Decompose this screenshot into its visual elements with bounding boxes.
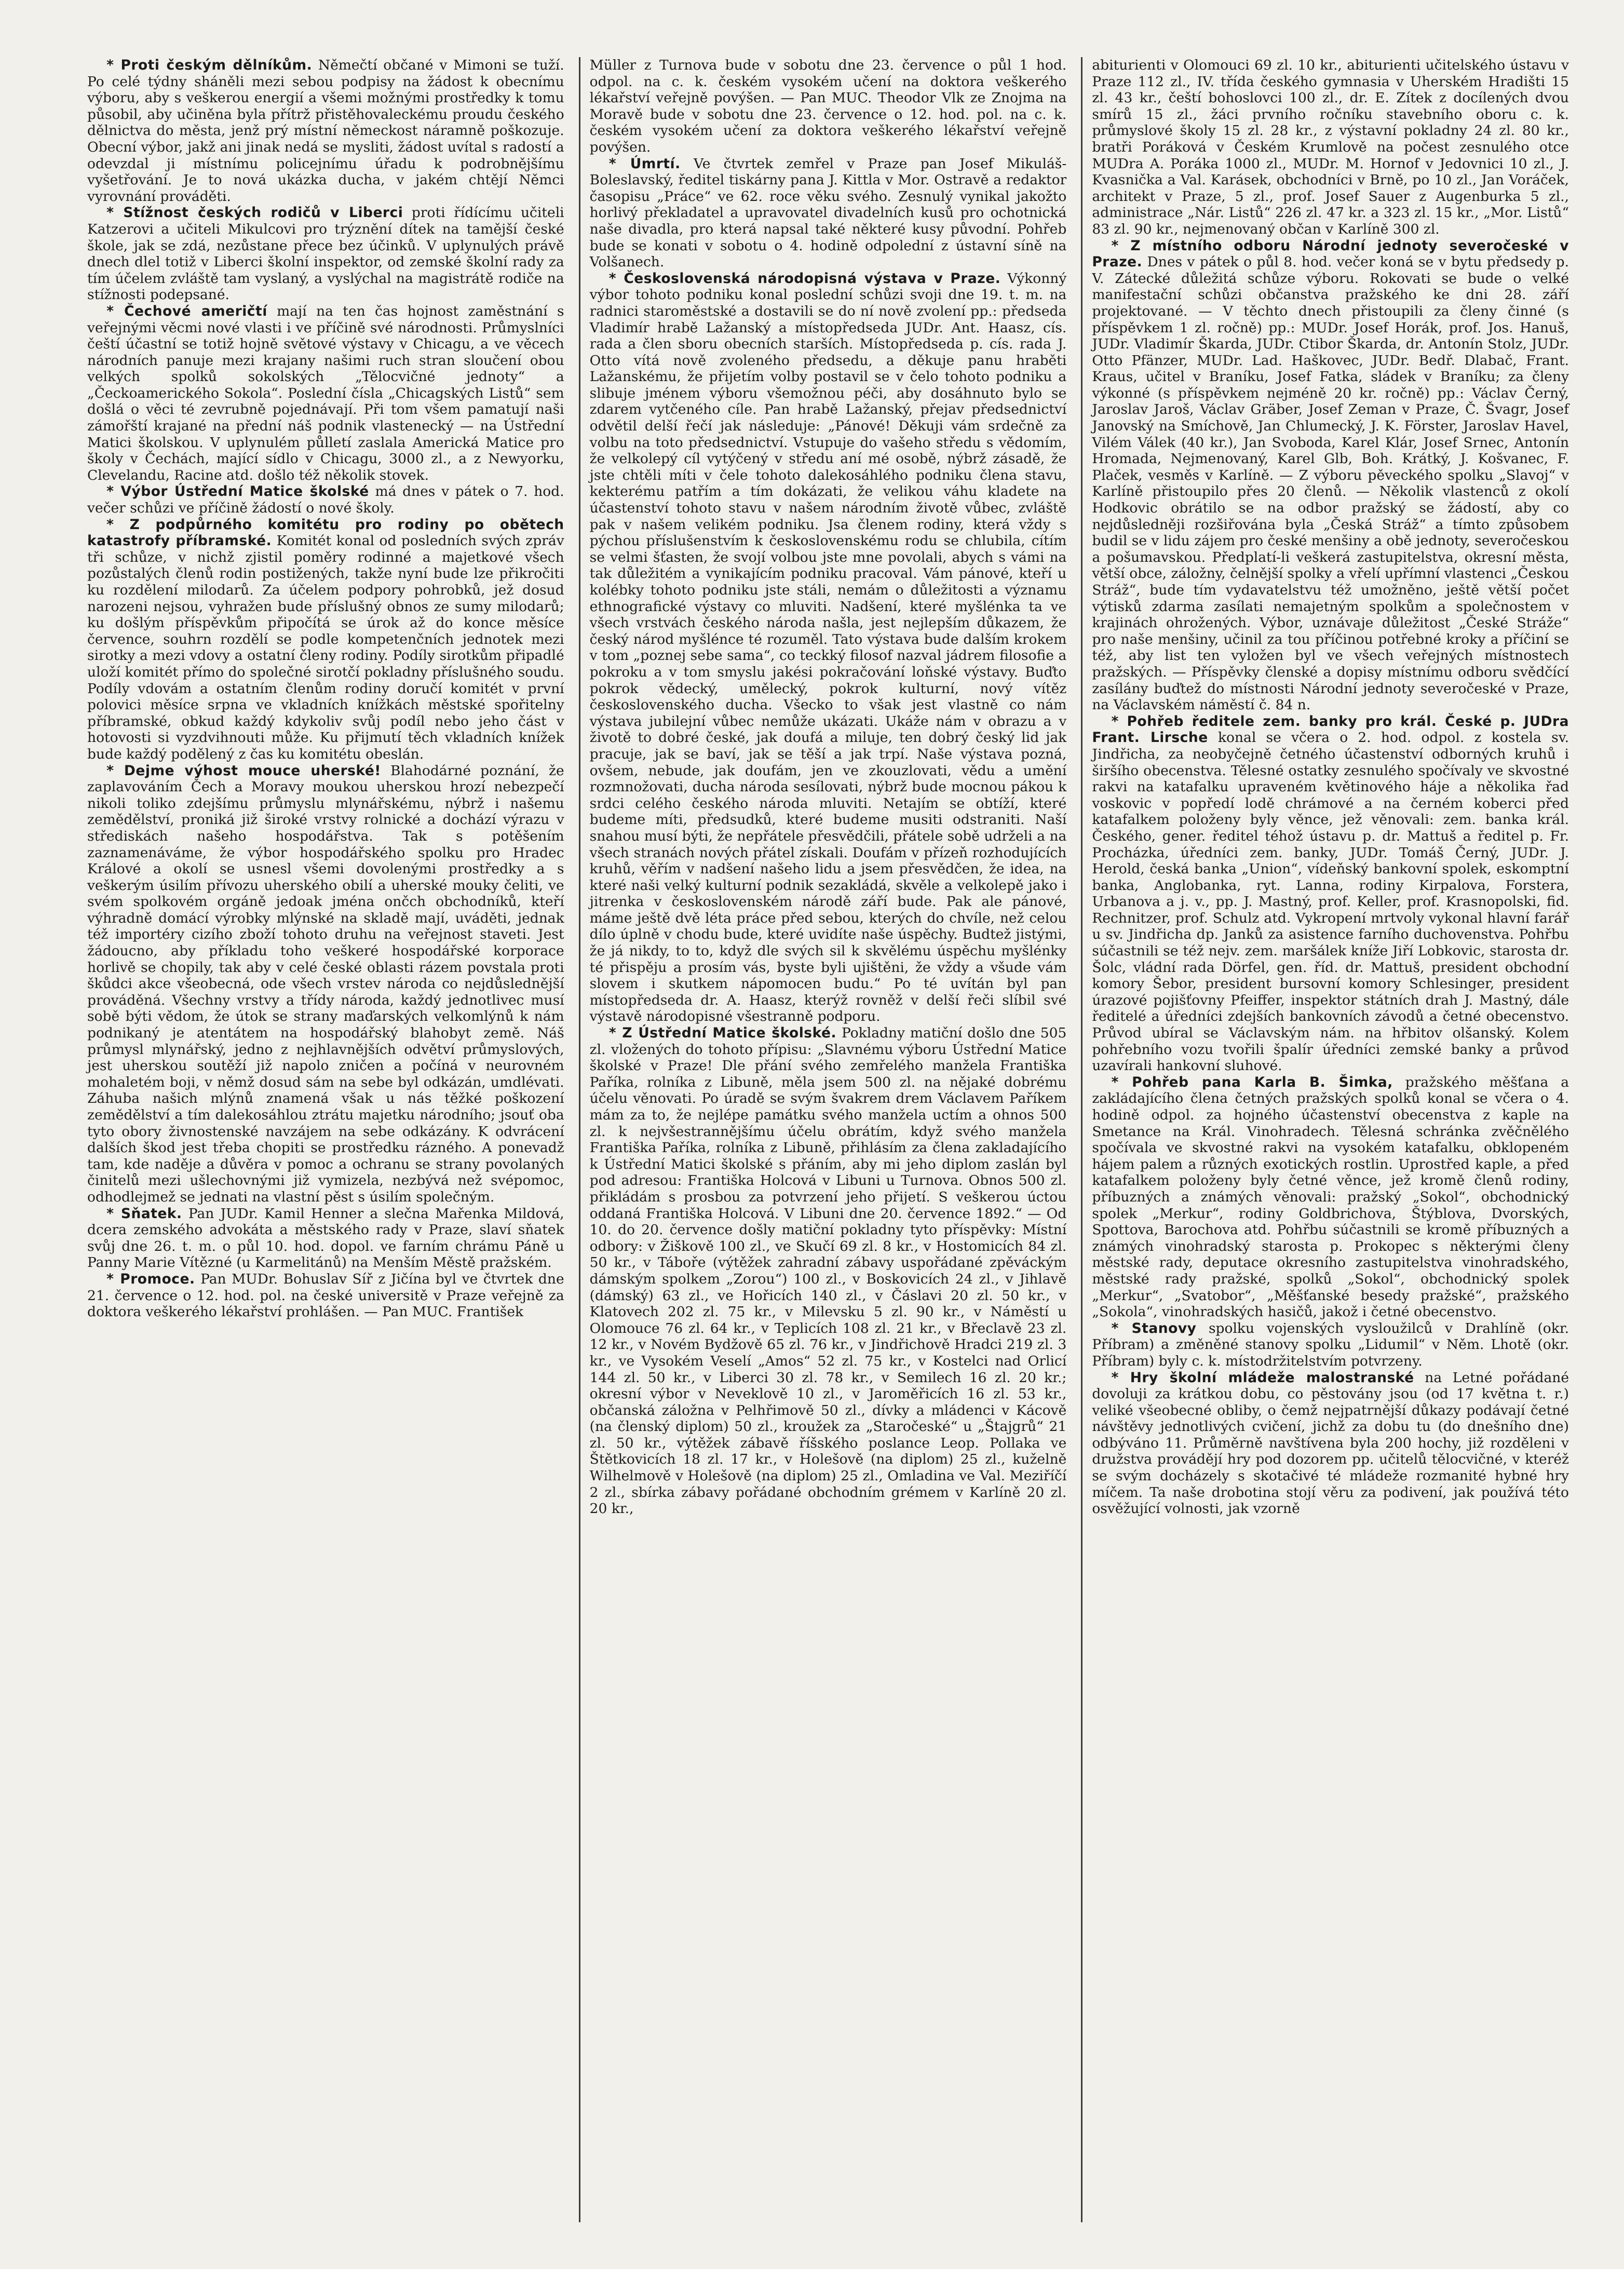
article-text: Blahodárné poznání, že zaplavováním Čech a Moravy moukou uherskou hrozí nebezpečí nikoli toliko zdejšímu průmyslu mlynářskému, nýbrž i našemu zemědělství, proniká již široké vrstvy rolnické a dochází výrazu v střediskách našeho hospodářstva. Tak s potěšením zaznamenáváme, že výbor hospodářského spolku pro Hradec Králové a okolí se usnesl všemi dovolenými prostředky a s veškerým úsilím přívozu uherského obilí a uherské mouky čeliti, ve svém spolkovém orgáně jedoak jména ončch obchodníků, kteří výhradně domácí výrobky mlýnské na skladě mají, uváděti, jednak též importéry cizího zboží tohoto druhu na veřejnost staveti. Jest žádoucno, aby příkladu toho veškeré hospodářské korporace horlivě se chopily, tak aby v celé české oblasti rázem povstala proti škůdci akce všeobecná, ode všech vrstev národa co nejdůslednější prováděná. Všechny vrstvy a třídy národa, každý jednotlivec musí sobě býti vědom, že útok se strany maďarských velkomlýnů k nám podnikaný je atentátem na hospodářský blahobyt země. Náš průmysl mlynářský, jedno z nejhlavnějších odvětví průmyslových, jest uherskou soutěží již napolo zničen a počíná v neurovném mohaletém boji, v němž dosud sám na sebe byl odkázán, umdlévati. Záhuba našich mlýnů znamená však u nás těžké poškození zemědělství a tím dalekosáhlou ztrátu majetku národního; jsouť oba tyto obory živnostenské navzájem na sebe odkázány. K odvrácení dalších škod jest třeba chopiti se prostředku rázného. A ponevadž tam, kde naděje a důvěra v pomoc a ochranu se strany povolaných činitelů mezi ušlechovnými již vymizela, nezbývá než svépomoc, odhodlejmež se jednati na vlastní pěst s úsilím společným. [87,762,564,1205]
article [87,1206,564,1271]
column-right [1081,57,1578,2222]
column-middle [579,57,1076,2222]
article-text: konal se včera o 2. hod. odpol. z kostela sv. Jindřicha, za neobyčejně četného účastenství odborných kruhů i širšího obecenstva. Tělesné ostatky zesnulého spočívaly ve skvostné rakvi na katafalku upraveném květinového háje a několika řad voskovic v popředí lodě chrámové a na černém koberci před katafalkem položeny byly věnce, jež věnovali: zem. banka král. Českého, gener. ředitel téhož ústavu p. dr. Mattuš a ředitel p. Fr. Procházka, úředníci zem. banky, JUDr. Tomáš Černý, JUDr. J. Herold, česká banka „Union“, vídeňský bankovní spolek, eskomptní banka, Anglobanka, ryt. Lanna, rodiny Kirpalova, Forstera, Urbanova a j. v., pp. J. Mastný, prof. Keller, prof. Krasnopolski, fid. Rechnitzer, prof. Schulz atd. Vykropení mrtvoly vykonal hlavní farář u sv. Jindřicha dp. Janků za asistence farního duchovenstva. Pohřbu súčastnili se též nejv. zem. maršálek kníže Jiří Lobkovic, starosta dr. Šolc, vládní rada Dörfel, gen. říd. dr. Mattuš, president obchodní komory Šebor, president bursovní komory Schlesinger, president úrazové pojišťovny Pfeiffer, inspektor státních drah J. Mastný, dále ředitelé a úředníci zdejších bankovních závodů a četné obecenstvo. Průvod ubíral se Václavským nám. na hřbitov olšanský. Kolem pohřebního vozu tvořili špalír úředníci zemské banky a průvod uzavírali hankovní sluhové. [1092,730,1569,1074]
article-heading: * Pohřeb pana Karla B. Šimka, [1111,1074,1393,1090]
article [87,205,564,303]
article-heading: * Z místního odboru Národní jednoty severočeské v Praze. [1092,237,1569,271]
article [87,517,564,763]
article-heading: * Stížnost českých rodičů v Liberci [106,205,403,221]
article-text: proti řídícímu učiteli Katzerovi a učiteli Mikulcovi pro trýznění dítek na tamější české škole, jak se zdá, nezůstane přece bez účinků. V uplynulých právě dnech dlel totiž v Liberci školní inspektor, od zemské školní rady za tím účelem zvláště tam vyslaný, a vyslýchal na magistrátě rodiče na stížnosti podepsané. [87,205,564,303]
article-heading: * Čechové američtí [106,303,267,319]
article-text: Ve čtvrtek zemřel v Praze pan Josef Mikuláš-Boleslavský, ředitel tiskárny pana J. Kittla v Mor. Ostravě a redaktor časopisu „Práce“ ve 62. roce věku svého. Zesnulý vynikal jakožto horlivý překladatel a upravovatel divadelních kusů pro ochotnická naše divadla, pro která napsal také některé kusy původní. Pohřeb bude se konati v sobotu o 4. hodině odpolední z ústavní síně na Volšanech. [589,155,1067,271]
article-heading: * Z Ústřední Matice školské. [608,1025,837,1042]
article-text: Komitét konal od posledních svých zpráv tři schůze, v nichž zjistil poměry rodinné a majetkové všech pozůstalých členů rodin postižených, takže nyní bude lze přikročiti ku rozdělení milodarů. Za účelem podpory pohrobků, jež dosud narozeni nejsou, vyhražen bude příslušný obnos ze sumy milodarů; ku došlým příspěvkům připočítá se úrok až do konce měsíce července, souhrn rozdělí se podle kompetenčních jednotek mezi sirotky a mezi vdovy a ostatní členy rodiny. Podíly sirotkům připadlé uloží komitét přímo do společné sirotčí pokladny příslušného soudu. Podíly vdovám a ostatním členům rodiny doručí komitét v první polovici měsíce srpna ve vkladních knížkách městské spořitelny příbramské, obkud každý kdykoliv svůj podíl nebo jeho část v hotovosti si vyzdvihnouti může. Ku přijmutí těch vkladních knížek bude každý podělený z čas ku komitétu obeslán. [87,533,564,762]
article-heading: * Pohřeb ředitele zem. banky pro král. České p. JUDra Frant. Lirsche [1092,713,1569,746]
article [87,763,564,1206]
article [590,156,1067,271]
article-heading: * Výbor Ústřední Matice školské [106,483,369,500]
article [1092,238,1569,713]
article-heading: * Sňatek. [106,1205,182,1222]
article-heading: * Promoce. [106,1271,195,1287]
article-text: Pan MUDr. Bohuslav Síř z Jičína byl ve čtvrtek dne 21. července o 12. hod. pol. na české universitě v Praze veřejně za doktora veškerého lékařství prohlášen. — Pan MUC. František [87,1271,564,1320]
article-heading: * Československá národopisná výstava v Praze. [608,270,1001,287]
article [87,483,564,516]
article [87,57,564,205]
article-text: má dnes v pátek o 7. hod. večer schůzi ve příčině žádostí o nové školy. [87,483,564,517]
article-text: mají na ten čas hojnost zaměstnání s veřejnými věcmi nové vlasti i ve příčině své národnosti. Průmyslníci čeští účastní se totiž hojně světové výstavy v Chicagu, a ve věcech národních panuje mezi krajany našimi ruch stran sloučení obou velkých spolků sokolských „Tělocvičné jednoty“ a „Čeckoamerického Sokola“. Poslední čísla „Chicagských Listů“ sem došlá o věci té zevrubně pojednávají. Při tom všem pamatují naši zámořští krajané na přední náš podnik vlastenecký — na Ústřední Matici školskou. V uplynulém půlletí zaslala Americká Matice pro školy v Čechách, mající sídlo v Chicagu, 3000 zl., a z Newyorku, Clevelandu, Racine atd. došlo též několik stovek. [87,303,564,483]
article-text: na Letné pořádané dovoluji za krátkou dobu, co pěstovány jsou (od 17 května t. r.) veliké všeobecné obliby, o čemž nejpatrnější důkazy podávají četné návštěvy jednotlivých cvičení, jichž za dobu tu (do dnešního dne) odbýváno 11. Průměrně navštívena byla 200 hochy, již rozděleni v družstva provádějí hry pod dozorem pp. učitelů tělocvičné, v kteréž se svým docházely s skotačivé té mládeže rozmanité hybné hry míčem. Ta naše drobotina stojí věru za podivení, jak používá této osvěžující volnosti, jak vzorně [1092,1369,1569,1517]
article [87,1271,564,1320]
article-text: Pan JUDr. Kamil Henner a slečna Mařenka Mildová, dcera zemského advokáta a městského rady v Praze, slaví sňatek svůj dne 26. t. m. o půl 10. hod. dopol. ve farním chrámu Páně u Panny Marie Vítězné (u Karmelitánů) na Menším Městě pražském. [87,1205,564,1271]
article-heading: * Z podpůrného komitétu pro rodiny po obětech katastrofy příbramské. [87,516,564,549]
article [1092,1320,1569,1370]
article-heading: * Stanovy [1111,1320,1197,1336]
article-heading: * Proti českým dělníkům. [106,57,313,73]
article-text: Výkonný výbor tohoto podniku konal poslední schůzi svoji dne 19. t. m. na radnici staroměstské a dostavili se do ní nově zvolení pp.: předseda Vladimír hrabě Lažanský a místopředseda JUDr. Ant. Haasz, cís. rada a člen sboru obecních starších. Místopředseda p. cís. rada J. Otto vítá nově zvoleného předsedu, a děkuje panu hraběti Lažanskému, že přijetím volby postavil se v čelo tohoto podniku a slibuje jménem výboru všemožnou péči, aby dosáhnuto bylo se zdarem vytčeného cíle. Pan hrabě Lažanský, přejav předsednictví odvětil delší řečí jak následuje: „Pánové! Děkuji vám srdečně za volbu na toto předsednictví. Vstupuje do vašeho středu s vědomím, že velkolepý cíl vytýčený v středu aní mé osobě, nýbrž zásadě, že jste chtěli míti v čele tohoto dalekosáhlého podniku člena stavu, kekterému patřím a tím dokázati, že velikou váhu kladete na účastenství tohoto stavu v našem národním životě vůbec, zvláště pak v našem velikém podniku. Jsa členem rodiny, která vždy s pýchou příslušenstvím k československému rodu se chlubila, cítím se velmi šťasten, že svojí volbou jste mne povolali, abych s vámi na tak důležitém a vynikajícím podniku pracoval. Vám pánové, kteří u kolébky tohoto podniku jste stáli, nemám o důležitosti a významu ethnografické výstavy co mluviti. Nadšení, které myšlénka ta ve všech vrstvách českého národa našla, jest nejlepším důkazem, že český národ myšlénce té rozuměl. Tato výstava bude dalším krokem v tom „poznej sebe sama“, co teckký filosof nazval jádrem filosofie a pokroku a v tom smyslu jakési pokračování loňské výstavy. Buďto pokrok vědecký, umělecký, pokrok kulturní, nový vítěz československého ducha. Všecko to však jest vlastně co nám výstava jubilejní vůbec nemůže ukázati. Ukáže nám v obrazu a v životě to dobré české, jak doufá a miluje, ten dobrý český lid jak pracuje, jak se baví, jak se těší a jak trpí. Naše výstava pozná, ovšem, nebude, jak doufám, jen ve zkouzlovati, vědu a umění rozmnožovati, ducha národa sesílovati, nýbrž bude mocnou pákou k srdci celého českého národa mluviti. Netajím se obtíží, které budeme míti, předsudků, které budeme musiti odstraniti. Naší snahou musí býti, že nepřátele přesvědčili, přátele sobě udrželi a na všech stranách nových přátel získali. Doufám v přízeň rozhodujících kruhů, věřím v nadšení našeho lidu a jsem přesvědčen, že idea, na které naši velký kulturní podnik sezakládá, skvěle a velkolepě jako i jitrenka v československém národě září bude. Pak ale pánové, máme ještě dvě léta práce před sebou, kterých do chvíle, než celou dílo úplně v chodu bude, které uvidíte naše úspěchy. Budtež jistými, že já nikdy, to to, když dle svých sil k skvělému úspěchu myšlénky té přispěju a prosím vás, byste byli ujištěni, že vždy a všude vám slovem i skutkem nápomocen budu.“ Po té uvítán byl pan místopředseda dr. A. Haasz, kterýž rovněž v delší řeči slíbil své výstavě národopisné všestranně podporu. [589,270,1067,1025]
article-text: Müller z Turnova bude v sobotu dne 23. července o půl 1 hod. odpol. na c. k. českém vysokém učení na doktora veškerého lékařství veřejně povýšen. — Pan MUC. Theodor Vlk ze Znojma na Moravě bude v sobotu dne 23. července o 12. hod. pol. na c. k. českém vysokém učení za doktora veškerého lékařství veřejně povýšen. [589,57,1067,155]
article [87,303,564,484]
newspaper-page [78,57,1578,2222]
article-text: Dnes v pátek o půl 8. hod. večer koná se v bytu předsedy p. V. Zátecké důležitá schůze výboru. Rokovati se bude o velké manifestační schůzi občanstva pražského ke dni 28. září projektované. — V těchto dnech přistoupili za členy činné (s příspěvkem 1 zl. ročně) pp.: MUDr. Josef Horák, prof. Jos. Hanuš, JUDr. Vladimír Škarda, JUDr. Ctibor Škarda, dr. Antonín Stolz, JUDr. Otto Pfänzer, MUDr. Lad. Haškovec, JUDr. Bedř. Dlabač, Frant. Kraus, učitel v Braníku, Josef Fatka, sládek v Braníku; za členy výkonné (s příspěvkem nejméně 20 kr. ročně) pp.: Václav Černý, Jaroslav Jaroš, Václav Gräber, Josef Zeman v Praze, Č. Švagr, Josef Janovský na Smíchově, Jan Chlumecký, J. K. Förster, Jaroslav Havel, Vilém Válek (40 kr.), Jan Svoboda, Karel Klár, Josef Srnec, Antonín Hromada, Nejmenovaný, Karel Glb, Boh. Krátký, J. Košvanec, F. Plaček, vesměs v Karlíně. — Z výboru pěveckého spolku „Slavoj“ v Karlíně přistoupilo přes 20 členů. — Několik vlastenců z okolí Hodkovic obrátilo se na odbor pražský se žádostí, aby co nejdůsledněji rozšiřována byla „Česká Stráž“ a tímto způsobem budil se v lidu zájem pro české menšiny a obě jednoty, severočeskou a pošumavskou. Předplatí-li veškerá zastupitelstva, okresní města, větší obce, záložny, čelnější spolky a vřelí upřímní vlastenci „Českou Stráž“, bude tím vydavatelstvu též umožněno, ještě větší počet výtisků zdarma zasílati nemajetným spolkům a společnostem v krajinách ohrožených. Výbor, uznávaje důležitost „České Stráže“ pro naše menšiny, učinil za tou příčinou potřebné kroky a příčiní se též, aby list ten vyložen byl ve všech veřejných místnostech pražských. — Příspěvky členské a dopisy místnímu odboru svědčící zasílány buďtež do místnosti Národní jednoty severočeské v Praze, na Václavském náměstí č. 84 n. [1092,254,1569,713]
article [1092,1074,1569,1320]
article [590,57,1067,156]
article [1092,713,1569,1074]
article-heading: * Úmrtí. [608,155,681,172]
article-heading: * Dejme výhost mouce uherské! [106,762,381,779]
article [1092,57,1569,238]
article-text: abiturienti v Olomouci 69 zl. 10 kr., abiturienti učitelského ústavu v Praze 112 zl., IV. třída českého gymnasia v Uherském Hradišti 15 zl. 43 kr., čeští bohoslovci 100 zl., dr. E. Zítek z docílených dvou smírů 15 zl., žáci prvního ročníku stavebního oboru c. k. průmyslové školy 15 zl. 28 kr., z výstavní pokladny 24 zl. 80 kr., bratři Poráková v Českém Krumlově na počest zesnulého otce MUDra A. Poráka 1000 zl., MUDr. M. Hornof v Jedovnici 10 zl., J. Kvasnička a Val. Karásek, obchodníci v Brně, po 10 zl., Jan Voráček, architekt v Praze, 5 zl., prof. Josef Sauer z Augenburka 5 zl., administrace „Nár. Listů“ 226 zl. 47 kr. a 323 zl. 15 kr., „Mor. Listů“ 83 zl. 90 kr., nejmenovaný občan v Karlíně 300 zl. [1092,57,1569,237]
article-heading: * Hry školní mládeže malostranské [1111,1369,1414,1386]
article-text: spolku vojenských vysloužilců v Drahlíně (okr. Příbram) a změněné stanovy spolku „Lidumil“ v Něm. Lhotě (okr. Příbram) byly c. k. místodržitelstvím potvrzeny. [1092,1320,1569,1369]
article [590,271,1067,1025]
article-text: Němečtí občané v Mimoni se tuží. Po celé týdny sháněli mezi sebou podpisy na žádost k obecnímu výboru, aby s veškerou energií a všemi možnými prostředky k tomu působil, aby učiněna byla přítrž přistěhovaleckému proudu českého dělnictva do města, jenž prý místní německost náramně poškozuje. Obecní výbor, jakž ani jinak nedá se mysliti, žádost uvítal s radostí a odevzdal ji místnímu policejnímu úřadu k podrobnějšímu vyšetřování. Je to nová ukázka ducha, v jakém chtějí Němci vyrovnání prováděti. [87,57,564,205]
article [1092,1370,1569,1517]
article [590,1025,1067,1517]
column-left [78,57,574,2222]
article-text: Pokladny matiční došlo dne 505 zl. vložených do tohoto přípisu: „Slavnému výboru Ústřední Matice školské v Praze! Dle přání svého zemřelého manžela Františka Paříka, rolníka z Libuně, měla jsem 500 zl. na nějaké dobrému účelu věnovati. Po úradě se svým švakrem drem Václavem Paříkem mám za to, že nejlépe památku svého manžela uctím a ohnos 500 zl. k nejvšestrannějšímu účelu obrátím, když svého manžela Františka Paříka, rolníka z Libuně, přihlásím za člena zakladajícího k Ústřední Matici školské s přáním, aby mi jeho diplom zaslán byl pod adresou: Františka Holcová v Libuni u Turnova. Obnos 500 zl. přikládám s prosbou za potvrzení jeho přijetí. S veškerou úctou oddaná Františka Holcová. V Libuni dne 20. července 1892.“ — Od 10. do 20. července došly matiční pokladny tyto příspěvky: Místní odbory: v Žiškově 100 zl., ve Skučí 69 zl. 8 kr., v Hostomicích 84 zl. 50 kr., v Táboře (výtěžek zahradní zábavy uspořádané zpěváckým dámským spolkem „Zorou“) 100 zl., v Boskovicích 24 zl., v Jihlavě (dámský) 63 zl., ve Hořicích 140 zl., v Čáslavi 20 zl. 50 kr., v Klatovech 202 zl. 75 kr., v Milevsku 5 zl. 90 kr., v Náměstí u Olomouce 76 zl. 64 kr., v Teplicích 108 zl. 21 kr., v Břeclavě 23 zl. 12 kr., v Novém Bydžově 65 zl. 76 kr., v Jindřichově Hradci 219 zl. 3 kr., ve Vysokém Veselí „Amos“ 52 zl. 75 kr., v Kostelci nad Orlicí 144 zl. 50 kr., v Liberci 30 zl. 78 kr., v Semilech 16 zl. 20 kr.; okresní výbor v Neveklově 10 zl., v Jaroměřicích 16 zl. 53 kr., občanská záložna v Pelhřimově 50 zl., dívky a mládenci v Kácově (na členský diplom) 50 zl., kroužek za „Staročeské“ u „Štajgrů“ 21 zl. 50 kr., výtěžek zábavě říšského poslance Leop. Pollaka ve Štětkovicích 18 zl. 17 kr., v Holešově (na diplom) 25 zl., kuželně Wilhelmově v Holešově (na diplom) 25 zl., Omladina ve Val. Meziříčí 2 zl., sbírka zábavy pořádané obchodním grémem v Karlíně 20 zl. 20 kr., [589,1025,1067,1517]
article-text: pražského měšťana a zakládajícího člena četných pražských spolků konal se včera o 4. hodině odpol. za hojného účastenství obecenstva z kaple na Smetance na Král. Vinohradech. Tělesná schránka zvěčnělého spočívala ve skvostné rakvi na vysokém katafalku, obklopeném hájem palem a různých exotických rostlin. Uprostřed kaple, a před katafalkem položeny byly četné věnce, jež kromě členů rodiny, příbuzných a známých věnovali: pražský „Sokol“, obchodnický spolek „Merkur“, rodiny Goldbrichova, Štýblova, Dvorských, Spottova, Barochova atd. Pohřbu súčastnili se kromě příbuzných a známých vinohradský starosta p. Prokopec s některými členy městské rady, deputace okresního zastupitelstva vinohradského, městské rady pražské, spolků „Sokol“, obchodnický spolek „Merkur“, „Svatobor“, „Měšťanské besedy pražské“, pražského „Sokola“, vinohradských hasičů, jakož i četné obecenstvo. [1092,1074,1569,1320]
